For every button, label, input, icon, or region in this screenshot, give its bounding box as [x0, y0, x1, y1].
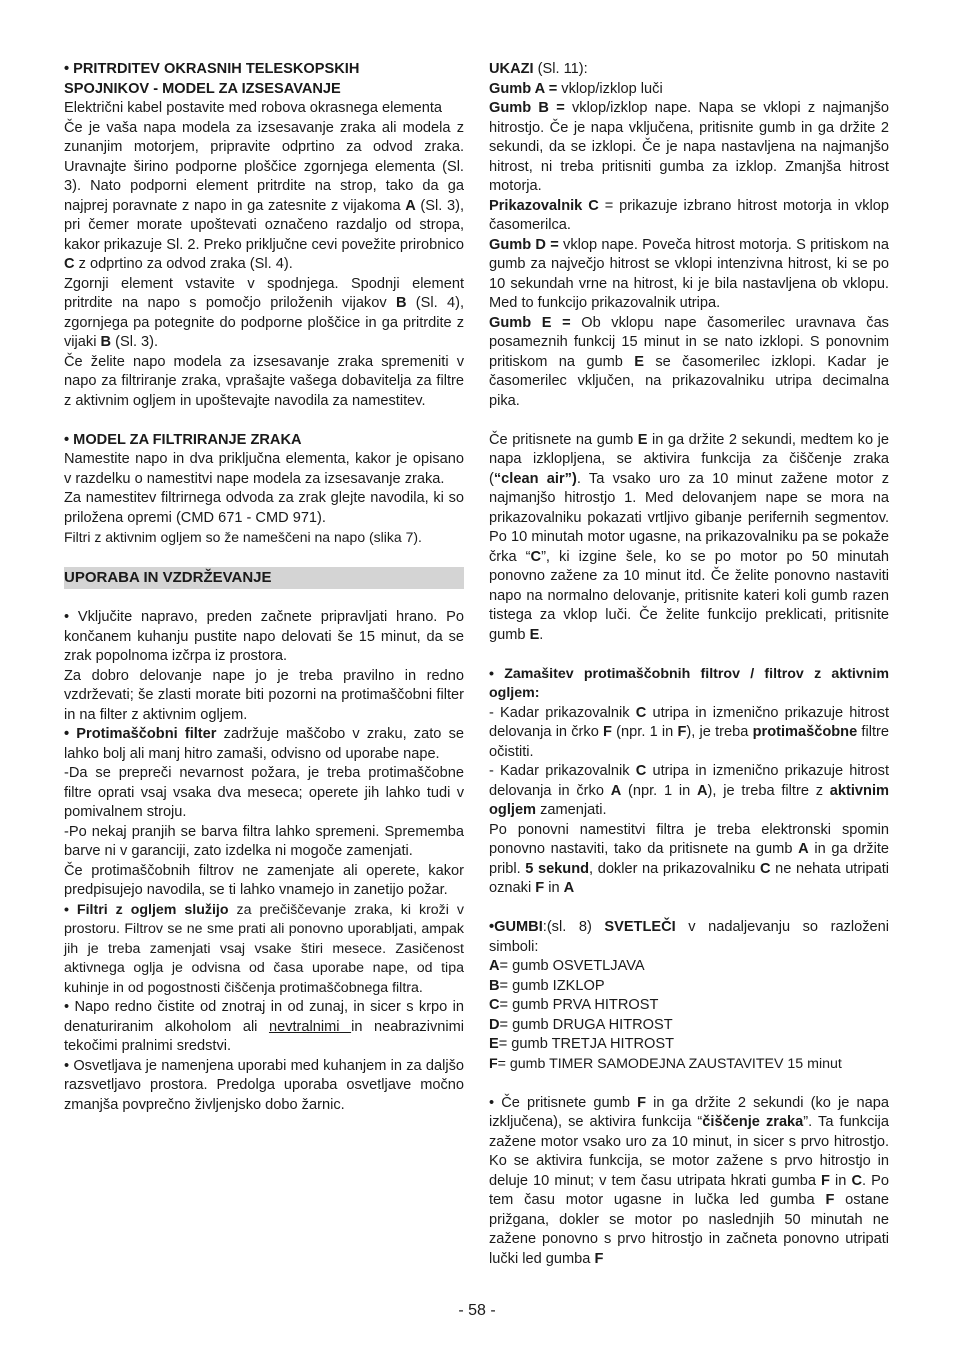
- paragraph: Filtri z aktivnim ogljem so že nameščeni na napo (slika 7).: [64, 529, 422, 545]
- paragraph: Če protimaščobnih filtrov ne zamenjate ali operete, kakor predpisujejo navodila, se ti lahko vnamejo in zanetijo požar.: [64, 862, 464, 898]
- paragraph: • Vključite napravo, preden začnete pripravljati hrano. Po končanem kuhanju pustite napo delovati še 15 minut, da se zrak popolnoma izčrpa iz prostora.: [64, 609, 464, 664]
- paragraph: - Kadar prikazovalnik C utripa in izmenično prikazuje hitrost delovanja in črko F (npr. 1 in F), je treba protimaščobne filtre očistiti.: [489, 704, 890, 760]
- left-column: [64, 60, 464, 1115]
- key-list-item: D= gumb DRUGA HITROST: [489, 1016, 673, 1033]
- controls-heading: UKAZI (Sl. 11):: [489, 61, 588, 77]
- key-list-item: B= gumb IZKLOP: [489, 977, 605, 994]
- paragraph: • Napo redno čistite od znotraj in od zunaj, in sicer s krpo in denaturiranim alkoholom ali nevtralnimi in neabrazivnimi tekočimi pralnimi sredstvi.: [64, 999, 465, 1054]
- section-title-telescopic: • PRITRDITEV OKRASNIH TELESKOPSKIH SPOJNIKOV - MODEL ZA IZSESAVANJE: [64, 61, 360, 97]
- section-heading-usage: UPORABA IN VZDRŽEVANJE: [64, 567, 464, 589]
- paragraph: -Po nekaj pranjih se barva filtra lahko spremeni. Sprememba barve ni v garanciji, zato izdelka ni mogoče zamenjati.: [64, 823, 464, 859]
- paragraph: Če želite napo modela za izsesavanje zraka spremeniti v napo za filtriranje zraka, vprašajte vašega dobavitelja za filtre z aktivnim ogljem in upoštevajte navodila za namestitev.: [64, 353, 464, 409]
- paragraph: Gumb A = vklop/izklop luči: [489, 80, 663, 97]
- key-list-item: C= gumb PRVA HITROST: [489, 997, 659, 1013]
- paragraph: Gumb B = vklop/izklop nape. Napa se vklopi z najmanjšo hitrostjo. Če je napa vključena, pritisnite gumb in ga držite 2 sekundi, da se izklopi. Če je napa nastavljena na najmanjšo hitrost, ni treba pritisniti gumba za izklop. Zmanjša hitrost motorja.: [489, 100, 889, 194]
- paragraph: Po ponovni namestitvi filtra je treba elektronski spomin ponovno nastaviti, tako da pritisnete na gumb A in ga držite pribl. 5 sekund, dokler na prikazovalniku C ne nehata utripati oznaki F in A: [489, 821, 889, 896]
- paragraph: • Če pritisnete gumb F in ga držite 2 sekundi (ko je napa izključena), se aktivira funkcija “čiščenje zraka”. Ta funkcija zažene motor vsako uro za 10 minut, in sicer s prvo hitrostjo. Ko se aktivira funkcija, se motor zažene s prvo hitrostjo in deluje 10 minut; v tem času utripata hkrati gumba F in C. Po tem času motor ugasne in lučka led gumba F ostane prižgana, dokler se motor po naslednjih 50 minutah ne zažene ponovno s prvo hitrostjo in začneta ponovno utripati lučki led gumba F: [489, 1094, 889, 1267]
- paragraph: Če pritisnete na gumb E in ga držite 2 sekundi, medtem ko je napa izklopljena, se aktivira funkcija za čiščenje zraka (“clean air”). Ta vsako uro za 10 minut zažene motor z najmanjšo hitrostjo 1. Med delovanjem nape se mora na prikazovalniku pokazati vrtljivo gibanje perifernih segmentov. Po 10 minutah motor ugasne, na prikazovalniku pa se pokaže črka “C”, ki izgine šele, ko se po motor po 50 minutah ponovno zažene za 10 minut itd. Če želite ponovno nastaviti napo na normalno delovanje, pritisnite kateri koli gumb razen tistega za vklop luči. Če želite funkcijo preklicati, pritisnite gumb E.: [489, 431, 889, 643]
- paragraph: Električni kabel postavite med robova okrasnega elementa: [64, 100, 443, 116]
- paragraph: Za dobro delovanje nape jo je treba pravilno in redno vzdrževati; še zlasti morate biti pozorni na protimaščobni filter in na filter z aktivnim ogljem.: [64, 667, 464, 723]
- paragraph: Za namestitev filtrirnega odvoda za zrak glejte navodila, ki so priložena opremi (CMD 671 - CMD 971).: [64, 490, 464, 526]
- paragraph: Zgornji element vstavite v spodnjega. Spodnji element pritrdite na napo s pomočjo priloženih vijakov B (Sl. 4), zgornjega pa potegnite do podporne ploščice in ga pritrdite z vijaki B (Sl. 3).: [64, 275, 465, 350]
- paragraph: • Protimaščobni filter zadržuje maščobo v zraku, zato se lahko bolj ali manj hitro zamaši, odvisno od uporabe nape.: [64, 726, 464, 762]
- key-list-item: A= gumb OSVETLJAVA: [489, 958, 645, 974]
- section-title-clogging: • Zamašitev protimaščobnih filtrov / filtrov z aktivnim ogljem:: [489, 665, 889, 701]
- paragraph: • Filtri z ogljem služijo za prečiščevanje zraka, ki kroži v prostoru. Filtrov se ne sme prati ali ponovno uporabljati, ampak jih je treba zamenjati vsaj vsake štiri mesece. Zasičenost aktivnega oglja je odvisna od časa uporabe nape, od tipa kuhinje in od pogostnosti čiščenja protimaščobnega filtra.: [64, 901, 464, 996]
- page-number: - 58 -: [458, 1302, 496, 1319]
- key-list-item: E= gumb TRETJA HITROST: [489, 1036, 675, 1052]
- paragraph: Prikazovalnik C = prikazuje izbrano hitrost motorja in vklop časomerilca.: [489, 197, 889, 233]
- right-column: [489, 60, 889, 1269]
- paragraph: • Osvetljava je namenjena uporabi med kuhanjem in za daljšo razsvetljavo prostora. Predolga uporaba osvetljave močno zmanjša povprečno življenjsko dobo žarnic.: [64, 1057, 464, 1113]
- paragraph: Gumb E = Ob vklopu nape časomerilec uravnava čas posameznih funkcij 15 minut in se nato izklopi. S ponovnim pritiskom na gumb E se časomerilec izklopi. Kadar je časomerilec vključen, na prikazovalniku utripa decimalna pika.: [489, 314, 889, 409]
- paragraph: Če je vaša napa modela za izsesavanje zraka ali modela z zunanjim motorjem, pripravite odprtino za odvod zraka. Uravnajte širino podporne ploščice zgornjega elementa (Sl. 3). Nato podporni element pritrdite na strop, tako da ga najprej poravnate z napo in ga zatesnite z vijakoma A (Sl. 3), pri čemer morate upoštevati označeno razdaljo od stropa, kakor prikazuje Sl. 2. Preko priključne cevi povežite prirobnico C z odprtino za odvod zraka (Sl. 4).: [64, 119, 465, 272]
- paragraph: Namestite napo in dva priključna elementa, kakor je opisano v razdelku o namestitvi nape modela za izsesavanje zraka.: [64, 451, 464, 487]
- section-title-filter-model: • MODEL ZA FILTRIRANJE ZRAKA: [64, 431, 302, 448]
- paragraph: - Kadar prikazovalnik C utripa in izmenično prikazuje hitrost delovanja in črko A (npr. 1 in A), je treba filtre z aktivnim ogljem zamenjati.: [489, 763, 890, 818]
- paragraph: Gumb D = vklop nape. Poveča hitrost motorja. S pritiskom na gumb za največjo hitrost se vklopi intenzivna hitrost, ki se po 10 sekundah vrne na hitrost, ki je bila nastavljena ob vklopu. Med to funkcijo prikazovalnik utripa.: [489, 236, 889, 311]
- key-list-item: F= gumb TIMER SAMODEJNA ZAUSTAVITEV 15 minut: [489, 1055, 842, 1072]
- paragraph: •GUMBI:(sl. 8) SVETLEČI v nadaljevanju so razloženi simboli:: [489, 919, 889, 955]
- paragraph: -Da se prepreči nevarnost požara, je treba protimaščobne filtre oprati vsaj vsaka dva meseca; operete jih lahko tudi v pomivalnem stroju.: [64, 765, 464, 820]
